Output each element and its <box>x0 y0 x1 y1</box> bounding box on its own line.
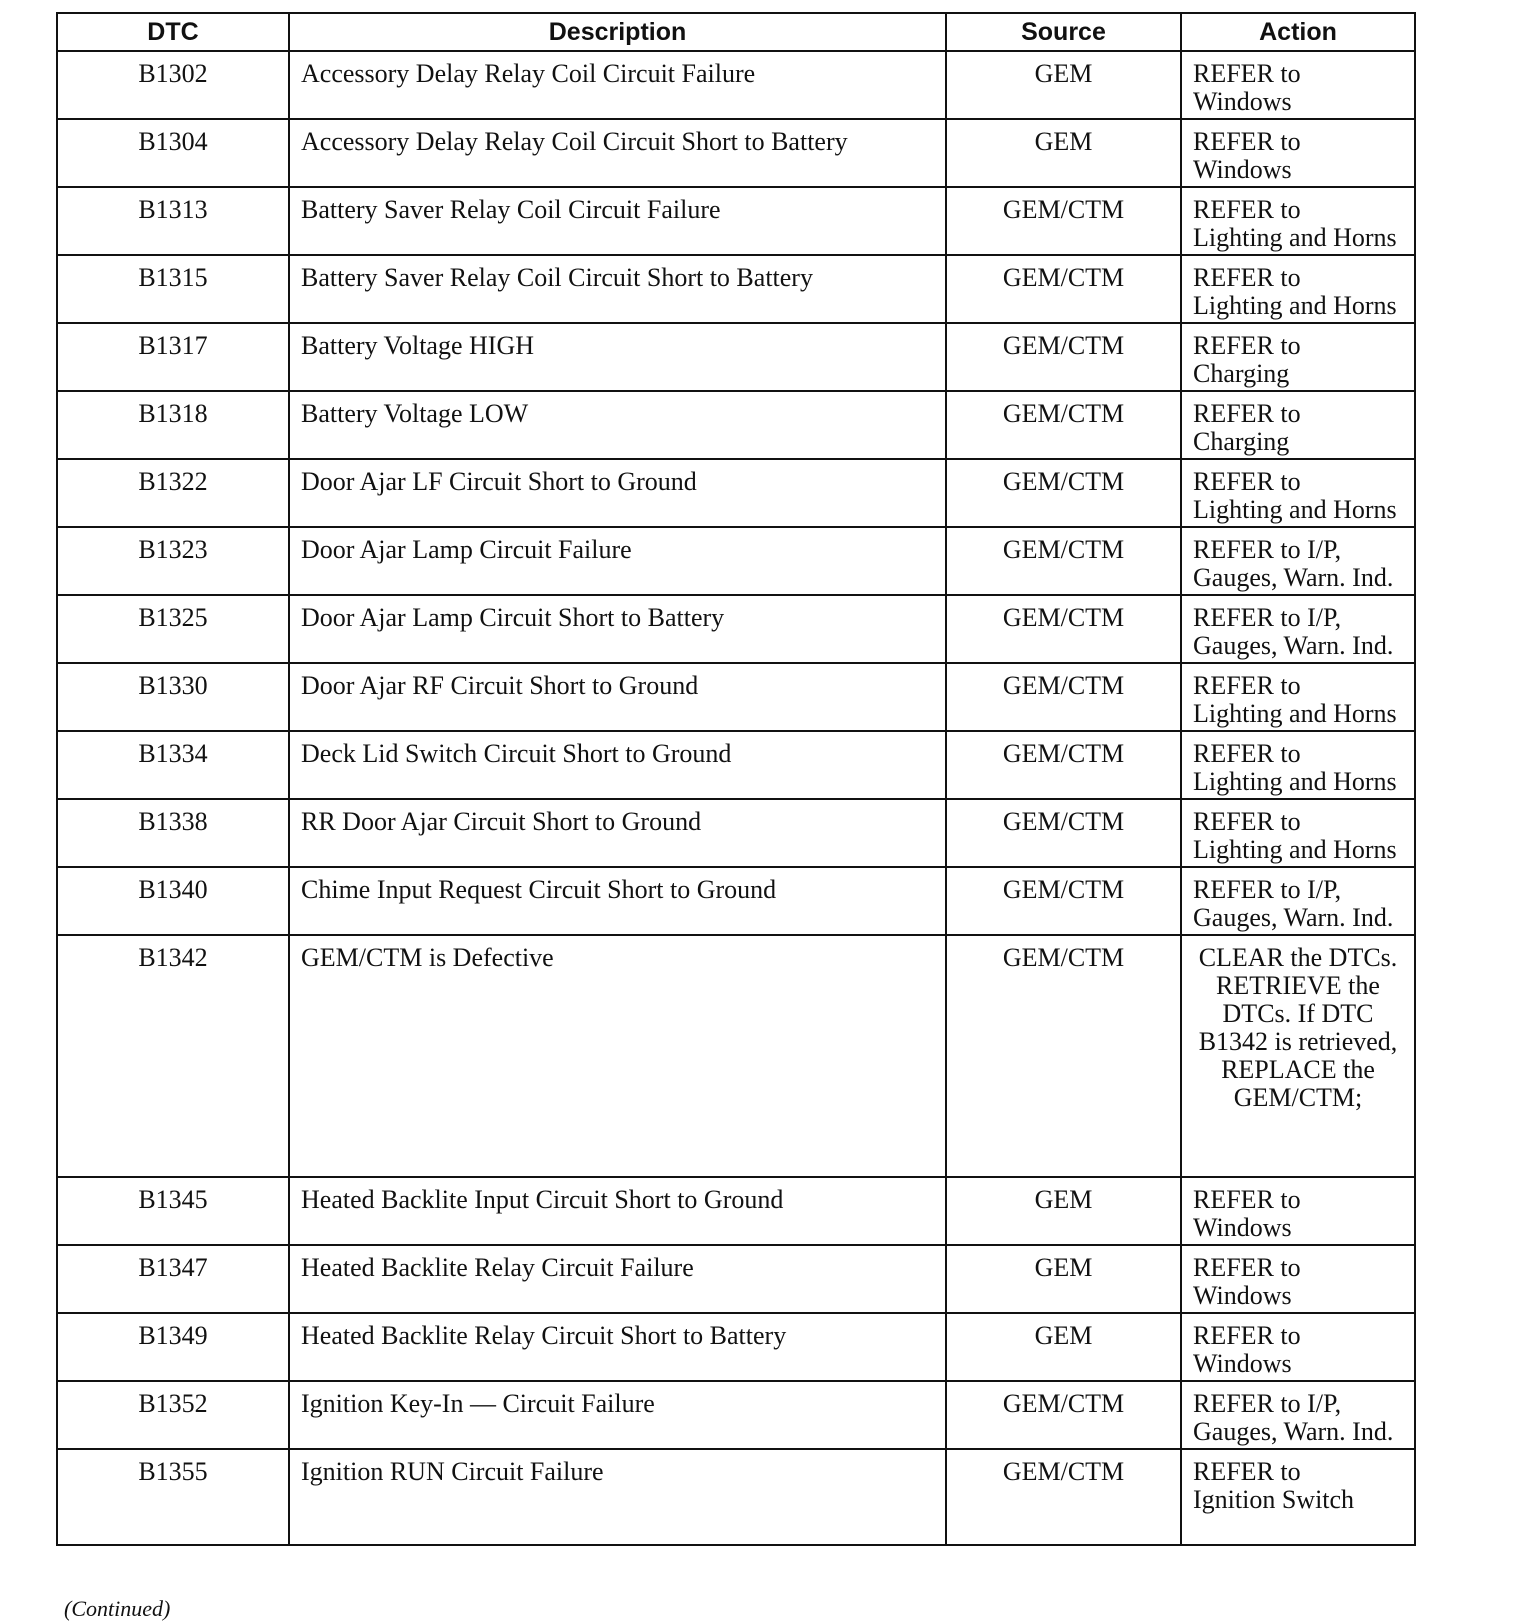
dtc-source: GEM/CTM <box>946 867 1181 935</box>
dtc-source: GEM <box>946 51 1181 119</box>
table-row <box>57 1245 1415 1313</box>
dtc-action: REFER to Lighting and Horns <box>1181 459 1415 527</box>
dtc-description: Ignition Key-In — Circuit Failure <box>289 1381 946 1449</box>
table-row <box>57 935 1415 1177</box>
dtc-action: CLEAR the DTCs. RETRIEVE the DTCs. If DTC B1342 is retrieved, REPLACE the GEM/CTM; <box>1181 935 1415 1177</box>
dtc-code: B1338 <box>57 799 289 867</box>
column-header-description: Description <box>289 13 946 51</box>
dtc-action: REFER to Windows <box>1181 1313 1415 1381</box>
dtc-code: B1302 <box>57 51 289 119</box>
dtc-code: B1342 <box>57 935 289 1177</box>
dtc-source: GEM/CTM <box>946 255 1181 323</box>
dtc-description: Battery Voltage HIGH <box>289 323 946 391</box>
dtc-action: REFER to Windows <box>1181 51 1415 119</box>
dtc-source: GEM/CTM <box>946 391 1181 459</box>
dtc-code: B1345 <box>57 1177 289 1245</box>
dtc-source: GEM/CTM <box>946 1449 1181 1545</box>
table-row <box>57 459 1415 527</box>
dtc-action: REFER to Charging <box>1181 391 1415 459</box>
table-row <box>57 323 1415 391</box>
dtc-code: B1315 <box>57 255 289 323</box>
dtc-description: Battery Saver Relay Coil Circuit Short to Battery <box>289 255 946 323</box>
dtc-action: REFER to I/P, Gauges, Warn. Ind. <box>1181 867 1415 935</box>
dtc-code: B1322 <box>57 459 289 527</box>
dtc-source: GEM/CTM <box>946 1381 1181 1449</box>
dtc-description: Chime Input Request Circuit Short to Ground <box>289 867 946 935</box>
dtc-description: Ignition RUN Circuit Failure <box>289 1449 946 1545</box>
dtc-action: REFER to Charging <box>1181 323 1415 391</box>
dtc-description: GEM/CTM is Defective <box>289 935 946 1177</box>
table-row <box>57 731 1415 799</box>
table-row <box>57 51 1415 119</box>
dtc-source: GEM <box>946 1177 1181 1245</box>
dtc-source: GEM/CTM <box>946 935 1181 1177</box>
dtc-description: RR Door Ajar Circuit Short to Ground <box>289 799 946 867</box>
dtc-source: GEM <box>946 1245 1181 1313</box>
dtc-description: Heated Backlite Input Circuit Short to Ground <box>289 1177 946 1245</box>
dtc-action: REFER to Lighting and Horns <box>1181 799 1415 867</box>
dtc-code: B1318 <box>57 391 289 459</box>
dtc-description: Accessory Delay Relay Coil Circuit Short to Battery <box>289 119 946 187</box>
dtc-action: REFER to Windows <box>1181 1245 1415 1313</box>
table-row <box>57 799 1415 867</box>
dtc-description: Door Ajar Lamp Circuit Failure <box>289 527 946 595</box>
dtc-source: GEM <box>946 119 1181 187</box>
dtc-description: Battery Saver Relay Coil Circuit Failure <box>289 187 946 255</box>
column-header-source: Source <box>946 13 1181 51</box>
dtc-source: GEM/CTM <box>946 595 1181 663</box>
dtc-action: REFER to Windows <box>1181 1177 1415 1245</box>
dtc-code: B1313 <box>57 187 289 255</box>
table-row <box>57 391 1415 459</box>
dtc-source: GEM <box>946 1313 1181 1381</box>
dtc-source: GEM/CTM <box>946 731 1181 799</box>
column-header-dtc: DTC <box>57 13 289 51</box>
dtc-action: REFER to I/P, Gauges, Warn. Ind. <box>1181 595 1415 663</box>
dtc-code: B1352 <box>57 1381 289 1449</box>
dtc-code: B1323 <box>57 527 289 595</box>
dtc-table <box>56 12 1416 1546</box>
dtc-code: B1317 <box>57 323 289 391</box>
dtc-action: REFER to Windows <box>1181 119 1415 187</box>
column-header-action: Action <box>1181 13 1415 51</box>
table-row <box>57 255 1415 323</box>
dtc-code: B1304 <box>57 119 289 187</box>
dtc-action: REFER to Lighting and Horns <box>1181 731 1415 799</box>
dtc-source: GEM/CTM <box>946 323 1181 391</box>
dtc-description: Door Ajar Lamp Circuit Short to Battery <box>289 595 946 663</box>
dtc-source: GEM/CTM <box>946 663 1181 731</box>
dtc-action: REFER to Lighting and Horns <box>1181 187 1415 255</box>
table-header <box>57 13 1415 51</box>
dtc-description: Heated Backlite Relay Circuit Failure <box>289 1245 946 1313</box>
dtc-code: B1347 <box>57 1245 289 1313</box>
table-body <box>57 51 1415 1545</box>
table-row <box>57 119 1415 187</box>
dtc-source: GEM/CTM <box>946 187 1181 255</box>
table-row <box>57 1177 1415 1245</box>
dtc-code: B1355 <box>57 1449 289 1545</box>
dtc-description: Heated Backlite Relay Circuit Short to Battery <box>289 1313 946 1381</box>
dtc-action: REFER to Ignition Switch <box>1181 1449 1415 1545</box>
table-row <box>57 1313 1415 1381</box>
table-row <box>57 595 1415 663</box>
table-row <box>57 527 1415 595</box>
table-row <box>57 187 1415 255</box>
dtc-source: GEM/CTM <box>946 799 1181 867</box>
table-row <box>57 867 1415 935</box>
dtc-code: B1330 <box>57 663 289 731</box>
dtc-source: GEM/CTM <box>946 527 1181 595</box>
table-row <box>57 1449 1415 1545</box>
dtc-description: Battery Voltage LOW <box>289 391 946 459</box>
dtc-code: B1349 <box>57 1313 289 1381</box>
dtc-description: Accessory Delay Relay Coil Circuit Failure <box>289 51 946 119</box>
dtc-action: REFER to I/P, Gauges, Warn. Ind. <box>1181 527 1415 595</box>
dtc-code: B1340 <box>57 867 289 935</box>
dtc-source: GEM/CTM <box>946 459 1181 527</box>
dtc-action: REFER to Lighting and Horns <box>1181 663 1415 731</box>
continued-note: (Continued) <box>64 1596 171 1621</box>
dtc-description: Door Ajar LF Circuit Short to Ground <box>289 459 946 527</box>
dtc-code: B1325 <box>57 595 289 663</box>
table-row <box>57 663 1415 731</box>
dtc-description: Door Ajar RF Circuit Short to Ground <box>289 663 946 731</box>
dtc-description: Deck Lid Switch Circuit Short to Ground <box>289 731 946 799</box>
dtc-action: REFER to Lighting and Horns <box>1181 255 1415 323</box>
dtc-action: REFER to I/P, Gauges, Warn. Ind. <box>1181 1381 1415 1449</box>
dtc-code: B1334 <box>57 731 289 799</box>
table-row <box>57 1381 1415 1449</box>
